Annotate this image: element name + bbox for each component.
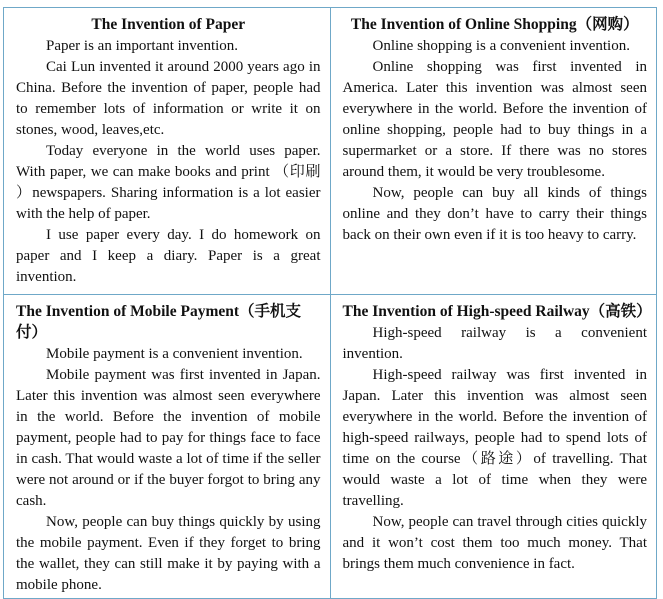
cell-paragraph: Mobile payment was first invented in Japan. Later this invention was almost seen everywhere in the world. Before the invention of mobile payment, people had to pay for things face to face in cash. That would waste a lot of time if the seller were not around or if the buyer forgot to bring any cash. — [16, 367, 321, 509]
cell-paragraph: Today everyone in the world uses paper. With paper, we can make books and print （印刷 ）newspapers. Sharing information is a lot easier with the help of paper. — [16, 143, 321, 222]
cell-paragraph: Online shopping was first invented in America. Later this invention was almost seen everywhere in the world. Before the invention of online shopping, people had to buy things in a supermarket or a store. If there was no stores around them, it would be very troublesome. — [342, 59, 647, 180]
cell-paragraph: Paper is an important invention. — [46, 38, 239, 54]
cell-paragraph: I use paper every day. I do homework on paper and I keep a diary. Paper is a great invention. — [16, 227, 321, 285]
cell-invention-of-mobile-payment — [4, 295, 331, 599]
inventions-table — [3, 7, 657, 599]
cell-paragraph: Cai Lun invented it around 2000 years ago in China. Before the invention of paper, people had to remember lots of information or write it on stones, wood, leaves,etc. — [16, 59, 321, 138]
table-row — [4, 295, 657, 599]
cell-invention-of-paper — [4, 8, 331, 295]
cell-paragraph: Mobile payment is a convenient invention. — [46, 346, 303, 362]
cell-invention-of-high-speed-railway — [330, 295, 657, 599]
cell-paragraph: Now, people can buy things quickly by using the mobile payment. Even if they forget to bring the wallet, they can still make it by paying with a mobile phone. — [16, 514, 321, 593]
cell-invention-of-online-shopping — [330, 8, 657, 295]
cell-title: The Invention of Mobile Payment（手机支付） — [16, 303, 302, 341]
cell-title: The Invention of Online Shopping（网购） — [350, 16, 639, 33]
cell-paragraph: Now, people can travel through cities quickly and it won’t cost them too much money. That brings them much convenience in fact. — [342, 514, 647, 572]
cell-paragraph: Now, people can buy all kinds of things online and they don’t have to carry their things back on their own even if it is too heavy to carry. — [342, 185, 647, 243]
cell-title: The Invention of High-speed Railway（高铁） — [342, 303, 652, 320]
cell-title: The Invention of Paper — [91, 16, 246, 33]
cell-paragraph: High-speed railway is a convenient invention. — [342, 325, 647, 362]
cell-paragraph: High-speed railway was first invented in Japan. Later this invention was almost seen everywhere in the world. Before the invention of high-speed railways, people had to spend lots of time on the course（路途）of travelling. That would waste a lot of time when they were travelling. — [342, 367, 647, 509]
cell-paragraph: Online shopping is a convenient invention. — [372, 38, 630, 54]
table-row — [4, 8, 657, 295]
